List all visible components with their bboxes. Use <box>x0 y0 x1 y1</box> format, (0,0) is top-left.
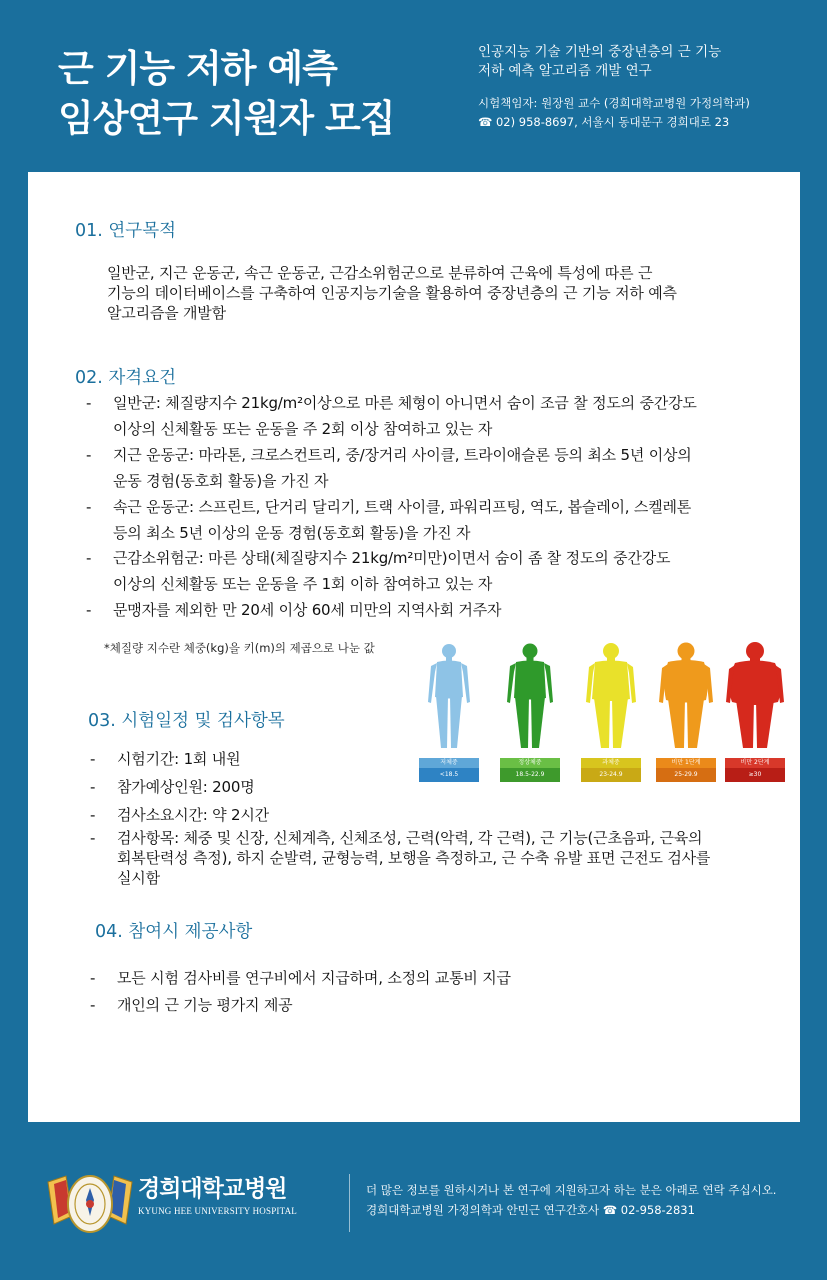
bmi-category: 저체중 <box>419 758 479 768</box>
hospital-name: 경희대학교병원 <box>138 1176 287 1202</box>
bmi-range: <18.5 <box>419 768 479 782</box>
section-schedule-heading: 03. 시험일정 및 검사항목 <box>88 711 285 731</box>
bmi-note: *체질량 지수란 체중(kg)을 키(m)의 제곱으로 나눈 값 <box>104 641 375 655</box>
section-eligibility-heading: 02. 자격요건 <box>75 368 177 388</box>
eligibility-line: 문맹자를 제외한 만 20세 이상 60세 미만의 지역사회 거주자 <box>113 601 502 619</box>
purpose-line: 기능의 데이터베이스를 구축하여 인공지능기술을 활용하여 중장년층의 근 기능 저하 예측 <box>107 284 677 302</box>
bmi-figures <box>416 642 796 792</box>
bmi-label <box>581 758 641 782</box>
subtitle-line2: 저하 예측 알고리즘 개발 연구 <box>478 63 652 79</box>
eligibility-line: 등의 최소 5년 이상의 운동 경험(동호회 활동)을 가진 자 <box>113 524 471 542</box>
footer-contact <box>366 1180 776 1220</box>
body-figure-obese-2 <box>725 642 785 756</box>
purpose-text <box>107 263 677 323</box>
bmi-category: 정상체중 <box>500 758 560 768</box>
body-silhouette-icon <box>725 642 785 752</box>
page-title-line2: 임상연구 지원자 모집 <box>58 97 395 140</box>
subtitle-line1: 인공지능 기술 기반의 중장년층의 근 기능 <box>478 44 722 60</box>
eligibility-line: 운동 경험(동호회 활동)을 가진 자 <box>113 472 329 490</box>
body-figure-underweight <box>419 642 479 756</box>
dash-bullet: - <box>86 498 92 516</box>
eligibility-line: 이상의 신체활동 또는 운동을 주 1회 이하 참여하고 있는 자 <box>113 575 493 593</box>
bmi-range: 18.5-22.9 <box>500 768 560 782</box>
dash-bullet: - <box>90 969 96 987</box>
content-panel <box>28 172 800 1122</box>
study-subtitle <box>478 43 721 81</box>
body-silhouette-icon <box>500 642 560 752</box>
page-title-line1: 근 기능 저하 예측 <box>58 47 337 90</box>
dash-bullet: - <box>90 778 96 796</box>
eligibility-line: 이상의 신체활동 또는 운동을 주 2회 이상 참여하고 있는 자 <box>113 420 493 438</box>
footer-divider <box>349 1174 350 1232</box>
header <box>0 0 827 172</box>
dash-bullet: - <box>90 806 96 824</box>
dash-bullet: - <box>90 996 96 1014</box>
bmi-label <box>725 758 785 782</box>
benefit-text: 개인의 근 기능 평가지 제공 <box>117 996 293 1014</box>
footer <box>0 1122 827 1280</box>
body-figure-obese-1 <box>656 642 716 756</box>
eligibility-line: 속근 운동군: 스프린트, 단거리 달리기, 트랙 사이클, 파워리프팅, 역도, 봅슬레이, 스켈레톤 <box>113 498 692 516</box>
purpose-line: 알고리즘을 개발함 <box>107 304 226 322</box>
eligibility-line: 근감소위험군: 마른 상태(체질량지수 21kg/m²미만)이면서 숨이 좀 찰 정도의 중간강도 <box>113 549 671 567</box>
phone-address: ☎ 02) 958-8697, 서울시 동대문구 경희대로 23 <box>478 115 730 129</box>
investigator: 시험책임자: 원장원 교수 (경희대학교병원 가정의학과) <box>478 96 750 110</box>
bmi-range: ≥30 <box>725 768 785 782</box>
body-figure-normal <box>500 642 560 756</box>
eligibility-line: 지근 운동군: 마라톤, 크로스컨트리, 중/장거리 사이클, 트라이애슬론 등의 최소 5년 이상의 <box>113 446 692 464</box>
bmi-category: 과체중 <box>581 758 641 768</box>
exam-line: 회복탄력성 측정), 하지 순발력, 균형능력, 보행을 측정하고, 근 수축 유발 표면 근전도 검사를 <box>117 849 711 867</box>
dash-bullet: - <box>86 549 92 567</box>
body-silhouette-icon <box>419 642 479 752</box>
section-purpose-heading: 01. 연구목적 <box>75 221 177 241</box>
section-benefits-heading: 04. 참여시 제공사항 <box>95 922 253 942</box>
footer-info-line: 경희대학교병원 가정의학과 안민근 연구간호사 ☎ 02-958-2831 <box>366 1203 695 1217</box>
eligibility-line: 일반군: 체질량지수 21kg/m²이상으로 마른 체형이 아니면서 숨이 조금 찰 정도의 중간강도 <box>113 394 697 412</box>
bmi-category: 비만 1단계 <box>656 758 716 768</box>
dash-bullet: - <box>90 750 96 768</box>
footer-info-line: 더 많은 정보를 원하시거나 본 연구에 지원하고자 하는 분은 아래로 연락 주십시오. <box>366 1183 777 1197</box>
schedule-text: 시험기간: 1회 내원 <box>117 750 241 768</box>
dash-bullet: - <box>90 829 96 847</box>
exam-line: 실시함 <box>117 869 160 887</box>
purpose-line: 일반군, 지근 운동군, 속근 운동군, 근감소위험군으로 분류하여 근육에 특성에 따른 근 <box>107 264 653 282</box>
bmi-label <box>656 758 716 782</box>
dash-bullet: - <box>86 394 92 412</box>
bmi-range: 23-24.9 <box>581 768 641 782</box>
bmi-category: 비만 2단계 <box>725 758 785 768</box>
hospital-emblem-icon <box>46 1172 134 1236</box>
investigator-contact <box>478 94 750 132</box>
body-silhouette-icon <box>656 642 716 752</box>
dash-bullet: - <box>86 446 92 464</box>
schedule-text: 참가예상인원: 200명 <box>117 778 255 796</box>
benefit-text: 모든 시험 검사비를 연구비에서 지급하며, 소정의 교통비 지급 <box>117 969 511 987</box>
bmi-label <box>419 758 479 782</box>
bmi-range: 25-29.9 <box>656 768 716 782</box>
exam-line: 검사항목: 체중 및 신장, 신체계측, 신체조성, 근력(악력, 각 근력), 근 기능(근초음파, 근육의 <box>117 829 703 847</box>
schedule-text: 검사소요시간: 약 2시간 <box>117 806 269 824</box>
body-silhouette-icon <box>581 642 641 752</box>
hospital-name-english: KYUNG HEE UNIVERSITY HOSPITAL <box>138 1206 297 1216</box>
dash-bullet: - <box>86 601 92 619</box>
body-figure-overweight <box>581 642 641 756</box>
bmi-label <box>500 758 560 782</box>
